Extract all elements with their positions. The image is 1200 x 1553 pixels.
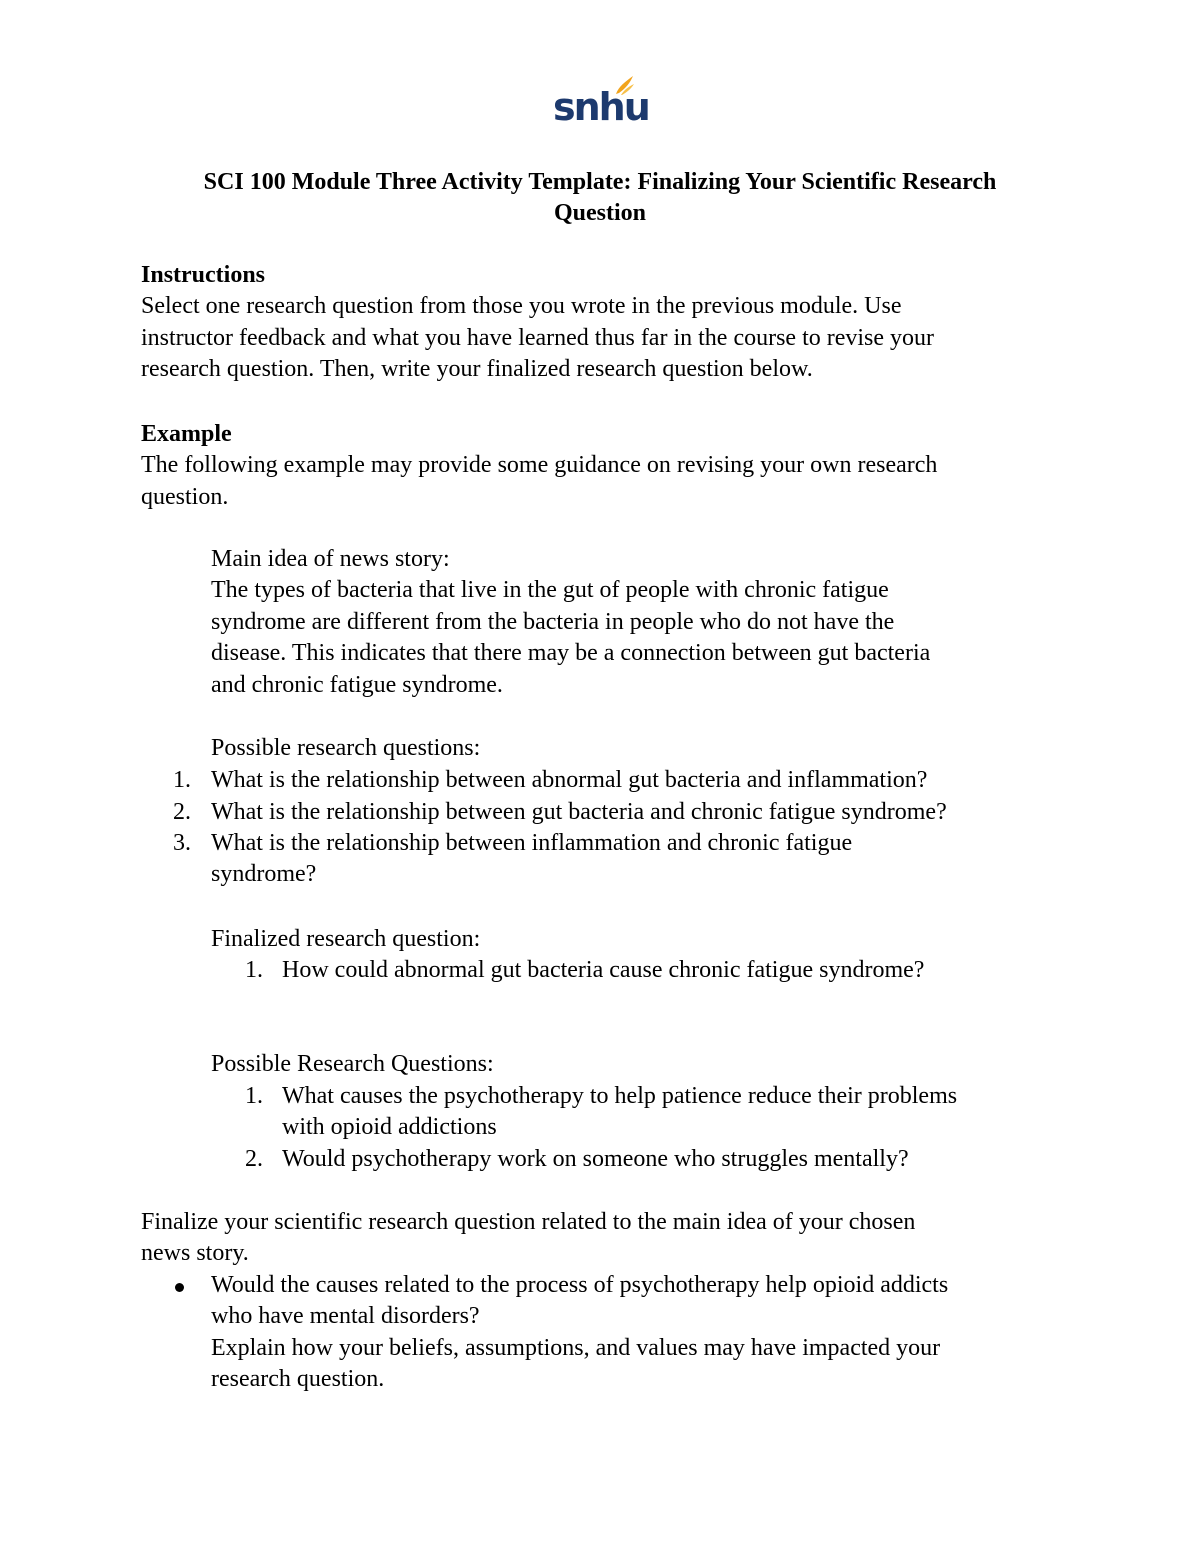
list-item-text: What causes the psychotherapy to help patience reduce their problems xyxy=(282,1083,958,1109)
list-number: 1. xyxy=(245,957,263,983)
list-item xyxy=(282,1081,957,1144)
list-number: 2. xyxy=(245,1146,263,1172)
main-idea-line: syndrome are different from the bacteria in people who do not have the xyxy=(211,608,895,635)
finalize-line: Finalize your scientific research question related to the main idea of your chosen xyxy=(141,1209,916,1235)
list-number: 1. xyxy=(245,1083,263,1109)
list-item-text: What is the relationship between inflammation and chronic fatigue xyxy=(211,830,853,856)
list-item xyxy=(211,828,852,891)
title-line-2: Question xyxy=(553,200,646,226)
list-number: 2. xyxy=(173,799,191,825)
main-idea-line: and chronic fatigue syndrome. xyxy=(211,671,503,698)
title-line-1: SCI 100 Module Three Activity Template: Finalizing Your Scientific Research xyxy=(203,169,997,195)
instructions-line: Select one research question from those you wrote in the previous module. Use xyxy=(141,293,902,320)
list-item xyxy=(211,797,947,828)
instructions-heading: Instructions xyxy=(141,262,266,288)
example-section xyxy=(141,419,937,513)
finalize-prompt xyxy=(141,1207,915,1270)
list-item-text: Would psychotherapy work on someone who struggles mentally? xyxy=(282,1146,909,1172)
student-questions-label: Possible Research Questions: xyxy=(211,1051,494,1077)
bullet-icon xyxy=(175,1283,184,1292)
list-item xyxy=(282,955,924,986)
example-line: question. xyxy=(141,483,229,510)
main-idea-line: disease. This indicates that there may be a connection between gut bacteria xyxy=(211,640,931,667)
possible-questions-label: Possible research questions: xyxy=(211,735,481,761)
list-item xyxy=(282,1144,909,1175)
logo-wordmark: snhu xyxy=(553,85,649,129)
bullet-line: Explain how your beliefs, assumptions, and values may have impacted your xyxy=(211,1334,941,1361)
snhu-logo xyxy=(553,74,649,132)
bullet-line: research question. xyxy=(211,1366,385,1393)
instructions-line: research question. Then, write your finalized research question below. xyxy=(141,356,813,383)
list-number: 3. xyxy=(173,830,191,856)
main-idea-label: Main idea of news story: xyxy=(211,546,450,572)
main-idea-section xyxy=(211,544,930,701)
example-line: The following example may provide some guidance on revising your own research xyxy=(141,452,938,479)
example-heading: Example xyxy=(141,421,232,447)
list-number: 1. xyxy=(173,767,191,793)
document-title xyxy=(100,167,1100,229)
finalize-line: news story. xyxy=(141,1240,249,1267)
instructions-section xyxy=(141,260,934,386)
bullet-item xyxy=(211,1270,948,1396)
bullet-line: who have mental disorders? xyxy=(211,1303,480,1330)
main-idea-line: The types of bacteria that live in the gut of people with chronic fatigue xyxy=(211,577,889,604)
instructions-line: instructor feedback and what you have learned thus far in the course to revise your xyxy=(141,324,935,351)
list-item-text: What is the relationship between abnormal gut bacteria and inflammation? xyxy=(211,767,928,793)
finalized-question-label: Finalized research question: xyxy=(211,926,481,952)
list-item-text: with opioid addictions xyxy=(282,1114,497,1141)
list-item-text: What is the relationship between gut bacteria and chronic fatigue syndrome? xyxy=(211,799,947,825)
list-item xyxy=(211,765,927,796)
bullet-line: Would the causes related to the process of psychotherapy help opioid addicts xyxy=(211,1272,949,1298)
list-item-text: How could abnormal gut bacteria cause chronic fatigue syndrome? xyxy=(282,957,925,983)
list-item-text: syndrome? xyxy=(211,861,317,888)
